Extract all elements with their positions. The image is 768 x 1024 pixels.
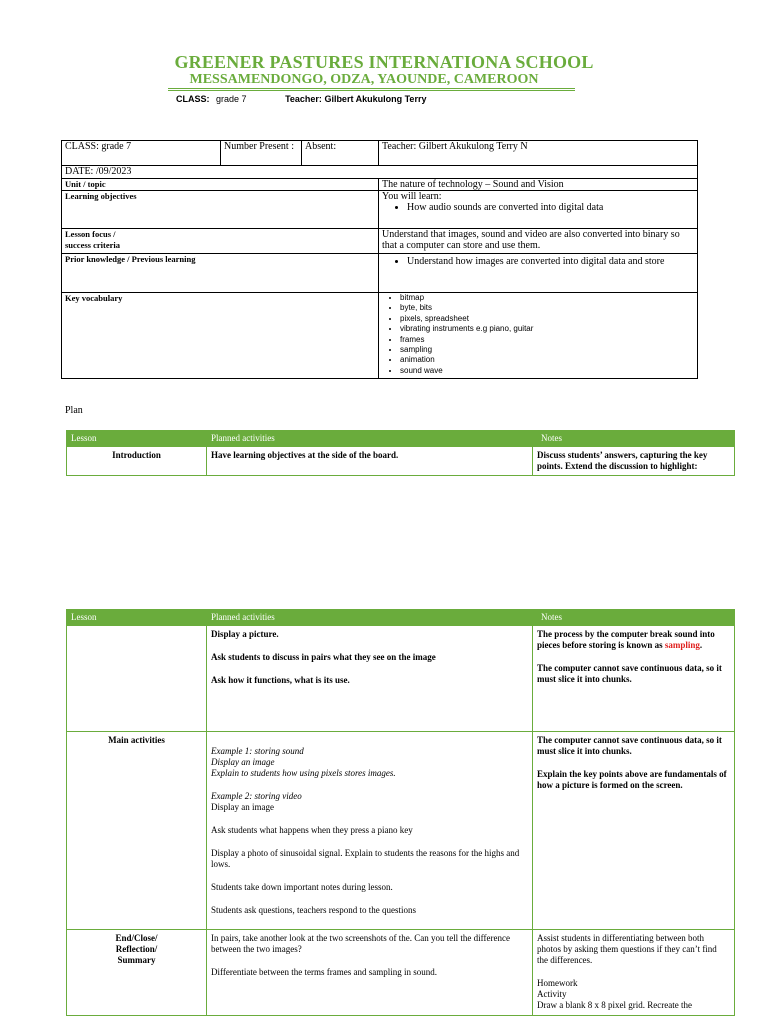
teacher-cell: Teacher: Gilbert Akukulong Terry N (379, 141, 698, 166)
row3-note1: Assist students in differentiating between both photos by asking them questions if they can’t find the differences. (537, 933, 717, 965)
ex1-title: Example 1: storing sound (211, 746, 304, 756)
sampling-term: sampling (664, 640, 700, 650)
focus-value: Understand that images, sound and video are also converted into binary so that a computer can store and use them. (379, 229, 698, 254)
row3-activities (207, 930, 533, 1016)
prior-item: • Understand how images are converted into digital data and store (407, 256, 694, 267)
intro-notes: Discuss students’ answers, capturing the key points. Extend the discussion to highlight: (533, 447, 735, 476)
lesson-main-activities: Main activities (67, 732, 207, 930)
row1-notes (533, 626, 735, 732)
plan-table-intro (66, 430, 735, 476)
row3-homework: Homework (537, 978, 578, 988)
row1-activities (207, 626, 533, 732)
objectives-value (379, 191, 698, 229)
ex2-title: Example 2: storing video (211, 791, 302, 801)
row1-act2: Ask students to discuss in pairs what they see on the image (211, 652, 436, 662)
teacher-value: Gilbert Akukulong Terry (324, 94, 427, 104)
ex2-line1: Display an image (211, 802, 274, 812)
class-cell: CLASS: grade 7 (62, 141, 221, 166)
ex1-line1: Display an image (211, 757, 275, 767)
focus-label (62, 229, 379, 254)
act-questions: Students ask questions, teachers respond to the questions (211, 905, 416, 915)
vocab-list (382, 293, 694, 376)
vocab-item: • byte, bits (400, 303, 694, 313)
row1-act3: Ask how it functions, what is its use. (211, 675, 350, 685)
header-lesson: Lesson (67, 431, 207, 447)
header-notes: Notes (533, 610, 735, 626)
school-address: MESSAMENDONGO, ODZA, YAOUNDE, CAMEROON (189, 72, 539, 87)
header-divider (168, 88, 575, 91)
lesson-info-table (61, 140, 698, 379)
vocab-item: • pixels, spreadsheet (400, 314, 694, 324)
ex1-line2: Explain to students how using pixels stores images. (211, 768, 396, 778)
row3-draw: Draw a blank 8 x 8 pixel grid. Recreate the (537, 1000, 692, 1010)
school-name: GREENER PASTURES INTERNATIONA SCHOOL (174, 52, 594, 72)
class-value: grade 7 (216, 94, 247, 104)
unit-label: Unit / topic (62, 179, 379, 191)
row1-act1: Display a picture. (211, 629, 279, 639)
header-notes: Notes (533, 431, 735, 447)
header-lesson: Lesson (67, 610, 207, 626)
objectives-intro: You will learn: (382, 191, 442, 202)
unit-value: The nature of technology – Sound and Vision (379, 179, 698, 191)
row2-activities (207, 732, 533, 930)
teacher-label: Teacher: (285, 94, 322, 104)
plan-label: Plan (65, 405, 83, 416)
act-signal: Display a photo of sinusoidal signal. Explain to students the reasons for the highs and lows. (211, 848, 520, 869)
vocab-item: • animation (400, 355, 694, 365)
row2-note2: Explain the key points above are fundamentals of how a picture is formed on the screen. (537, 769, 727, 790)
objectives-label: Learning objectives (62, 191, 379, 229)
vocab-label: Key vocabulary (62, 293, 379, 379)
row1-note1: The process by the computer break sound into pieces before storing is known as sampling. (537, 629, 715, 650)
header-activities: Planned activities (207, 431, 533, 447)
lesson-introduction: Introduction (67, 447, 207, 476)
date-cell: DATE: /09/2023 (62, 166, 698, 179)
vocab-item: • frames (400, 335, 694, 345)
vocab-item: • vibrating instruments e.g piano, guitar (400, 324, 694, 334)
vocab-item: • sampling (400, 345, 694, 355)
row3-activity: Activity (537, 989, 567, 999)
row2-notes (533, 732, 735, 930)
prior-label: Prior knowledge / Previous learning (62, 254, 379, 293)
row1-note2: The computer cannot save continuous data, so it must slice it into chunks. (537, 663, 722, 684)
vocab-item: • bitmap (400, 293, 694, 303)
class-label: CLASS: (176, 94, 210, 104)
lesson-end-close: End/Close/ Reflection/ Summary (67, 930, 207, 1016)
class-teacher-line (176, 94, 426, 104)
focus-label-line-2: success criteria (65, 240, 120, 250)
number-present-cell: Number Present : (221, 141, 302, 166)
vocab-value (379, 293, 698, 379)
header-activities: Planned activities (207, 610, 533, 626)
absent-cell: Absent: (302, 141, 379, 166)
act-piano: Ask students what happens when they press a piano key (211, 825, 413, 835)
lesson-empty (67, 626, 207, 732)
plan-table-main (66, 609, 735, 1016)
focus-label-line-1: Lesson focus / (65, 229, 116, 239)
row3-act2: Differentiate between the terms frames and sampling in sound. (211, 967, 438, 977)
intro-activity: Have learning objectives at the side of the board. (207, 447, 533, 476)
row3-notes (533, 930, 735, 1016)
prior-value (379, 254, 698, 293)
vocab-item: • sound wave (400, 366, 694, 376)
act-notes: Students take down important notes during lesson. (211, 882, 393, 892)
row3-act1: In pairs, take another look at the two screenshots of the. Can you tell the difference between the two images? (211, 933, 510, 954)
row2-note1: The computer cannot save continuous data, so it must slice it into chunks. (537, 735, 722, 756)
objectives-item: • How audio sounds are converted into digital data (407, 202, 694, 213)
